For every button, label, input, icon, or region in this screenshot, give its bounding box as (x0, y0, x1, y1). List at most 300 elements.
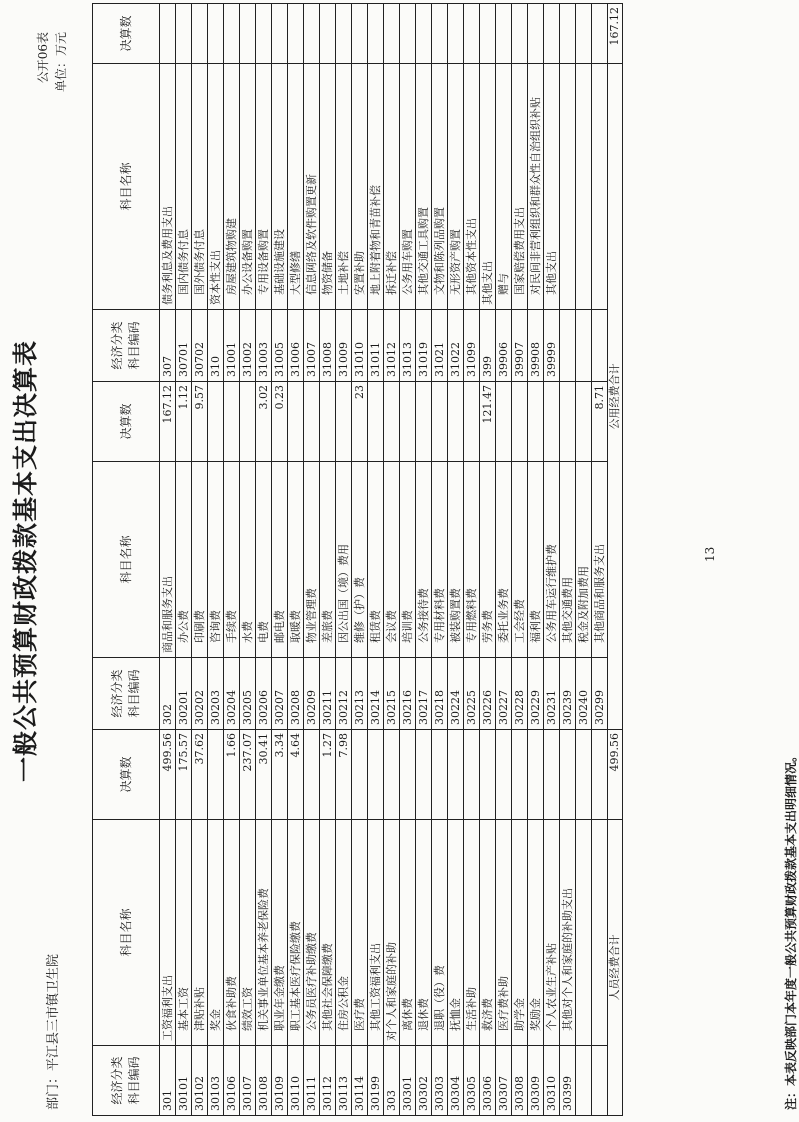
table-row (160, 4, 176, 1116)
capital-name-cell: 地上附着物和青苗补偿 (368, 64, 384, 310)
table-row (240, 4, 256, 1116)
capital-name-cell: 土地补偿 (336, 64, 352, 310)
personnel-name-cell: 职业年金缴费 (272, 820, 288, 1046)
personnel-amount-cell (400, 730, 416, 820)
personnel-amount-cell: 37.62 (192, 730, 208, 820)
goods-name-cell: 邮电费 (272, 462, 288, 658)
goods-amount-cell (400, 382, 416, 462)
personnel-code-cell: 30108 (256, 1046, 272, 1116)
goods-code-cell: 30229 (528, 658, 544, 730)
personnel-amount-cell (448, 730, 464, 820)
personnel-amount-cell (416, 730, 432, 820)
table-row (256, 4, 272, 1116)
capital-name-cell: 安置补助 (352, 64, 368, 310)
table-row (192, 4, 208, 1116)
personnel-amount-cell (576, 730, 592, 820)
personnel-code-cell (576, 1046, 592, 1116)
capital-code-cell (560, 310, 576, 382)
capital-amount-cell (384, 4, 400, 64)
goods-amount-cell: 23 (352, 382, 368, 462)
table-row (400, 4, 416, 1116)
table-row (416, 4, 432, 1116)
form-number: 公开06表 (36, 32, 50, 84)
personnel-name-cell: 住房公积金 (336, 820, 352, 1046)
personnel-name-cell: 机关事业单位基本养老保险费 (256, 820, 272, 1046)
department-label: 部门：平江县三市镇卫生院 (46, 953, 61, 1110)
goods-name-cell: 福利费 (528, 462, 544, 658)
capital-code-cell: 31008 (320, 310, 336, 382)
personnel-code-cell: 30111 (304, 1046, 320, 1116)
goods-code-cell: 30211 (320, 658, 336, 730)
capital-name-cell: 其他资本性支出 (464, 64, 480, 310)
capital-name-cell (576, 64, 592, 310)
goods-name-cell: 差旅费 (320, 462, 336, 658)
capital-amount-cell (480, 4, 496, 64)
personnel-code-cell: 30302 (416, 1046, 432, 1116)
goods-amount-cell: 1.12 (176, 382, 192, 462)
personnel-amount-cell: 237.07 (240, 730, 256, 820)
personnel-amount-cell (496, 730, 512, 820)
personnel-name-cell: 公务员医疗补助缴费 (304, 820, 320, 1046)
capital-name-cell: 基础设施建设 (272, 64, 288, 310)
capital-code-cell: 39906 (496, 310, 512, 382)
table-row (544, 4, 560, 1116)
capital-code-cell: 31010 (352, 310, 368, 382)
personnel-code-cell: 30301 (400, 1046, 416, 1116)
header-personnel-amount: 决算数 (93, 730, 160, 820)
goods-amount-cell (384, 382, 400, 462)
personnel-code-cell: 30306 (480, 1046, 496, 1116)
personnel-amount-cell (480, 730, 496, 820)
goods-amount-cell: 167.12 (160, 382, 176, 462)
personnel-code-cell: 30106 (224, 1046, 240, 1116)
goods-code-cell: 30240 (576, 658, 592, 730)
goods-code-cell: 30212 (336, 658, 352, 730)
personnel-code-cell: 30110 (288, 1046, 304, 1116)
capital-amount-cell (496, 4, 512, 64)
capital-name-cell: 文物和陈列品购置 (432, 64, 448, 310)
personnel-amount-cell: 1.27 (320, 730, 336, 820)
personnel-name-cell: 工资福利支出 (160, 820, 176, 1046)
table-row (496, 4, 512, 1116)
header-goods-name: 科目名称 (93, 462, 160, 658)
goods-code-cell: 30204 (224, 658, 240, 730)
capital-name-cell (592, 64, 608, 310)
goods-code-cell: 30216 (400, 658, 416, 730)
personnel-amount-cell: 499.56 (160, 730, 176, 820)
goods-amount-cell (320, 382, 336, 462)
goods-name-cell: 取暖费 (288, 462, 304, 658)
personnel-name-cell: 医疗费补助 (496, 820, 512, 1046)
goods-name-cell: 咨询费 (208, 462, 224, 658)
goods-name-cell: 劳务费 (480, 462, 496, 658)
personnel-amount-cell (208, 730, 224, 820)
personnel-total-label: 人员经费合计 (608, 820, 623, 1116)
capital-amount-cell (336, 4, 352, 64)
goods-code-cell: 302 (160, 658, 176, 730)
personnel-amount-cell (464, 730, 480, 820)
goods-amount-cell (304, 382, 320, 462)
capital-code-cell: 30702 (192, 310, 208, 382)
goods-amount-cell: 3.02 (256, 382, 272, 462)
capital-name-cell: 其他支出 (544, 64, 560, 310)
header-capital-code: 经济分类 科目编码 (93, 310, 160, 382)
personnel-amount-cell: 3.34 (272, 730, 288, 820)
goods-name-cell: 物业管理费 (304, 462, 320, 658)
personnel-name-cell: 个人农业生产补贴 (544, 820, 560, 1046)
capital-amount-cell (288, 4, 304, 64)
capital-amount-cell (592, 4, 608, 64)
goods-code-cell: 30202 (192, 658, 208, 730)
table-row (448, 4, 464, 1116)
capital-name-cell: 无形资产购置 (448, 64, 464, 310)
personnel-code-cell: 30307 (496, 1046, 512, 1116)
capital-name-cell: 国家赔偿费用支出 (512, 64, 528, 310)
goods-amount-cell (288, 382, 304, 462)
capital-code-cell: 31022 (448, 310, 464, 382)
header-capital-name: 科目名称 (93, 64, 160, 310)
personnel-code-cell: 30107 (240, 1046, 256, 1116)
capital-code-cell: 307 (160, 310, 176, 382)
personnel-amount-cell (352, 730, 368, 820)
personnel-name-cell: 津贴补贴 (192, 820, 208, 1046)
goods-name-cell: 电费 (256, 462, 272, 658)
table-row (576, 4, 592, 1116)
goods-amount-cell: 9.57 (192, 382, 208, 462)
capital-name-cell: 专用设备购置 (256, 64, 272, 310)
personnel-name-cell: 抚恤金 (448, 820, 464, 1046)
personnel-code-cell: 30199 (368, 1046, 384, 1116)
personnel-name-cell: 绩效工资 (240, 820, 256, 1046)
capital-code-cell: 39908 (528, 310, 544, 382)
goods-name-cell: 公务用车运行维护费 (544, 462, 560, 658)
table-row (224, 4, 240, 1116)
goods-code-cell: 30218 (432, 658, 448, 730)
personnel-amount-cell: 30.41 (256, 730, 272, 820)
personnel-code-cell: 30101 (176, 1046, 192, 1116)
capital-code-cell (576, 310, 592, 382)
goods-name-cell: 专用燃料费 (464, 462, 480, 658)
capital-code-cell: 30701 (176, 310, 192, 382)
goods-code-cell: 30299 (592, 658, 608, 730)
capital-amount-cell (416, 4, 432, 64)
table-note: 注：本表反映部门本年度一般公共预算财政拨款基本支出明细情况。 (784, 749, 798, 1110)
capital-name-cell: 拆迁补偿 (384, 64, 400, 310)
table-row (512, 4, 528, 1116)
personnel-name-cell: 其他工资福利支出 (368, 820, 384, 1046)
personnel-amount-cell (544, 730, 560, 820)
capital-name-cell (560, 64, 576, 310)
table-row (464, 4, 480, 1116)
goods-amount-cell (576, 382, 592, 462)
personnel-code-cell: 30103 (208, 1046, 224, 1116)
goods-code-cell: 30231 (544, 658, 560, 730)
personnel-name-cell: 退职（役）费 (432, 820, 448, 1046)
personnel-amount-cell (560, 730, 576, 820)
personnel-name-cell: 救济费 (480, 820, 496, 1046)
personnel-name-cell: 基本工资 (176, 820, 192, 1046)
capital-code-cell: 31012 (384, 310, 400, 382)
capital-name-cell: 对民间非营利组织和群众性自治组织补贴 (528, 64, 544, 310)
capital-code-cell (592, 310, 608, 382)
personnel-code-cell (592, 1046, 608, 1116)
header-personnel-name: 科目名称 (93, 820, 160, 1046)
capital-amount-cell (528, 4, 544, 64)
capital-amount-cell (464, 4, 480, 64)
capital-amount-cell (192, 4, 208, 64)
capital-name-cell: 赠与 (496, 64, 512, 310)
capital-code-cell: 31006 (288, 310, 304, 382)
unit-label: 单位：万元 (54, 32, 68, 93)
personnel-code-cell: 30102 (192, 1046, 208, 1116)
capital-amount-cell (240, 4, 256, 64)
goods-name-cell: 水费 (240, 462, 256, 658)
personnel-code-cell: 30305 (464, 1046, 480, 1116)
personnel-code-cell: 30304 (448, 1046, 464, 1116)
table-row (480, 4, 496, 1116)
personnel-amount-cell: 4.64 (288, 730, 304, 820)
goods-code-cell: 30224 (448, 658, 464, 730)
capital-code-cell: 39907 (512, 310, 528, 382)
goods-name-cell: 税金及附加费用 (576, 462, 592, 658)
capital-code-cell: 310 (208, 310, 224, 382)
capital-amount-cell (352, 4, 368, 64)
capital-amount-cell (432, 4, 448, 64)
personnel-amount-cell: 1.66 (224, 730, 240, 820)
goods-code-cell: 30209 (304, 658, 320, 730)
capital-amount-cell (512, 4, 528, 64)
personnel-amount-cell: 7.98 (336, 730, 352, 820)
capital-amount-cell (208, 4, 224, 64)
goods-name-cell: 商品和服务支出 (160, 462, 176, 658)
personnel-name-cell: 对个人和家庭的补助 (384, 820, 400, 1046)
goods-name-cell: 公务接待费 (416, 462, 432, 658)
table-row (352, 4, 368, 1116)
capital-name-cell: 大型修缮 (288, 64, 304, 310)
goods-amount-cell (240, 382, 256, 462)
personnel-amount-cell (512, 730, 528, 820)
totals-row (608, 4, 623, 1116)
personnel-name-cell: 职工基本医疗保险缴费 (288, 820, 304, 1046)
personnel-amount-cell (304, 730, 320, 820)
goods-code-cell: 30207 (272, 658, 288, 730)
personnel-name-cell: 其他社会保障缴费 (320, 820, 336, 1046)
personnel-name-cell: 其他对个人和家庭的补助支出 (560, 820, 576, 1046)
table-row (304, 4, 320, 1116)
personnel-name-cell (592, 820, 608, 1046)
goods-amount-cell (368, 382, 384, 462)
capital-amount-cell (400, 4, 416, 64)
table-row (528, 4, 544, 1116)
personnel-name-cell: 助学金 (512, 820, 528, 1046)
capital-code-cell: 399 (480, 310, 496, 382)
capital-name-cell: 其他交通工具购置 (416, 64, 432, 310)
goods-name-cell: 被装购置费 (448, 462, 464, 658)
personnel-code-cell: 30114 (352, 1046, 368, 1116)
goods-name-cell: 工会经费 (512, 462, 528, 658)
capital-name-cell: 信息网络及软件购置更新 (304, 64, 320, 310)
goods-amount-cell (512, 382, 528, 462)
goods-amount-cell (496, 382, 512, 462)
capital-amount-cell (544, 4, 560, 64)
goods-code-cell: 30206 (256, 658, 272, 730)
personnel-code-cell: 30303 (432, 1046, 448, 1116)
personnel-name-cell: 奖金 (208, 820, 224, 1046)
goods-amount-cell (528, 382, 544, 462)
personnel-amount-cell (592, 730, 608, 820)
goods-amount-cell (336, 382, 352, 462)
capital-name-cell: 资本性支出 (208, 64, 224, 310)
table-row (432, 4, 448, 1116)
capital-amount-cell (176, 4, 192, 64)
capital-name-cell: 国外债务付息 (192, 64, 208, 310)
personnel-total-amount: 499.56 (608, 730, 623, 820)
goods-name-cell: 手续费 (224, 462, 240, 658)
capital-amount-cell (304, 4, 320, 64)
goods-amount-cell (560, 382, 576, 462)
goods-name-cell: 维修（护）费 (352, 462, 368, 658)
personnel-name-cell: 奖励金 (528, 820, 544, 1046)
capital-amount-cell (576, 4, 592, 64)
table-row (592, 4, 608, 1116)
goods-code-cell: 30215 (384, 658, 400, 730)
table-row (176, 4, 192, 1116)
goods-amount-cell: 121.47 (480, 382, 496, 462)
capital-code-cell: 31013 (400, 310, 416, 382)
page-number: 13 (703, 546, 717, 562)
capital-code-cell: 31009 (336, 310, 352, 382)
personnel-code-cell: 30310 (544, 1046, 560, 1116)
goods-amount-cell (432, 382, 448, 462)
capital-code-cell: 31019 (416, 310, 432, 382)
capital-name-cell: 物资储备 (320, 64, 336, 310)
capital-amount-cell (160, 4, 176, 64)
goods-name-cell: 其他交通费用 (560, 462, 576, 658)
table-header-row (93, 4, 160, 1116)
table-row (320, 4, 336, 1116)
personnel-code-cell: 30109 (272, 1046, 288, 1116)
capital-name-cell: 其他支出 (480, 64, 496, 310)
goods-code-cell: 30203 (208, 658, 224, 730)
goods-amount-cell: 8.71 (592, 382, 608, 462)
goods-amount-cell (208, 382, 224, 462)
personnel-name-cell (576, 820, 592, 1046)
table-row (272, 4, 288, 1116)
personnel-code-cell: 303 (384, 1046, 400, 1116)
goods-name-cell: 委托业务费 (496, 462, 512, 658)
table-row (368, 4, 384, 1116)
goods-amount-cell (416, 382, 432, 462)
goods-amount-cell (224, 382, 240, 462)
table-body (160, 4, 608, 1116)
public-total-amount: 167.12 (608, 4, 623, 64)
goods-code-cell: 30227 (496, 658, 512, 730)
table-row (560, 4, 576, 1116)
capital-code-cell: 31021 (432, 310, 448, 382)
header-personnel-code: 经济分类 科目编码 (93, 1046, 160, 1116)
goods-code-cell: 30214 (368, 658, 384, 730)
goods-code-cell: 30217 (416, 658, 432, 730)
capital-code-cell: 31005 (272, 310, 288, 382)
personnel-name-cell: 退休费 (416, 820, 432, 1046)
personnel-name-cell: 离休费 (400, 820, 416, 1046)
goods-name-cell: 专用材料费 (432, 462, 448, 658)
page-title: 一般公共预算财政拨款基本支出决算表 (11, 340, 40, 783)
goods-name-cell: 因公出国（境）费用 (336, 462, 352, 658)
goods-code-cell: 30208 (288, 658, 304, 730)
capital-amount-cell (224, 4, 240, 64)
personnel-code-cell: 30308 (512, 1046, 528, 1116)
personnel-name-cell: 生活补助 (464, 820, 480, 1046)
personnel-code-cell: 301 (160, 1046, 176, 1116)
goods-code-cell: 30213 (352, 658, 368, 730)
capital-code-cell: 31011 (368, 310, 384, 382)
personnel-amount-cell (368, 730, 384, 820)
personnel-code-cell: 30113 (336, 1046, 352, 1116)
goods-name-cell: 办公费 (176, 462, 192, 658)
capital-amount-cell (368, 4, 384, 64)
capital-amount-cell (272, 4, 288, 64)
table-row (336, 4, 352, 1116)
personnel-amount-cell (528, 730, 544, 820)
goods-name-cell: 会议费 (384, 462, 400, 658)
capital-name-cell: 国内债务付息 (176, 64, 192, 310)
capital-amount-cell (256, 4, 272, 64)
capital-name-cell: 公务用车购置 (400, 64, 416, 310)
goods-code-cell: 30225 (464, 658, 480, 730)
capital-name-cell: 债务利息及费用支出 (160, 64, 176, 310)
capital-amount-cell (560, 4, 576, 64)
capital-code-cell: 31002 (240, 310, 256, 382)
goods-code-cell: 30226 (480, 658, 496, 730)
header-goods-amount: 决算数 (93, 382, 160, 462)
capital-code-cell: 31001 (224, 310, 240, 382)
capital-code-cell: 31007 (304, 310, 320, 382)
personnel-amount-cell (384, 730, 400, 820)
capital-code-cell: 31099 (464, 310, 480, 382)
personnel-code-cell: 30399 (560, 1046, 576, 1116)
capital-name-cell: 房屋建筑物购建 (224, 64, 240, 310)
capital-code-cell: 31003 (256, 310, 272, 382)
goods-code-cell: 30228 (512, 658, 528, 730)
personnel-name-cell: 伙食补助费 (224, 820, 240, 1046)
header-goods-code: 经济分类 科目编码 (93, 658, 160, 730)
personnel-code-cell: 30309 (528, 1046, 544, 1116)
goods-amount-cell: 0.23 (272, 382, 288, 462)
goods-amount-cell (448, 382, 464, 462)
header-capital-amount: 决算数 (93, 4, 160, 64)
goods-name-cell: 培训费 (400, 462, 416, 658)
goods-amount-cell (464, 382, 480, 462)
capital-name-cell: 办公设备购置 (240, 64, 256, 310)
table-row (384, 4, 400, 1116)
goods-amount-cell (544, 382, 560, 462)
capital-code-cell: 39999 (544, 310, 560, 382)
goods-code-cell: 30201 (176, 658, 192, 730)
capital-amount-cell (448, 4, 464, 64)
capital-amount-cell (320, 4, 336, 64)
personnel-amount-cell (432, 730, 448, 820)
goods-code-cell: 30205 (240, 658, 256, 730)
expenditure-table (92, 3, 623, 1116)
table-row (208, 4, 224, 1116)
goods-name-cell: 印刷费 (192, 462, 208, 658)
personnel-amount-cell: 175.57 (176, 730, 192, 820)
personnel-name-cell: 医疗费 (352, 820, 368, 1046)
table-row (288, 4, 304, 1116)
personnel-code-cell: 30112 (320, 1046, 336, 1116)
goods-code-cell: 30239 (560, 658, 576, 730)
